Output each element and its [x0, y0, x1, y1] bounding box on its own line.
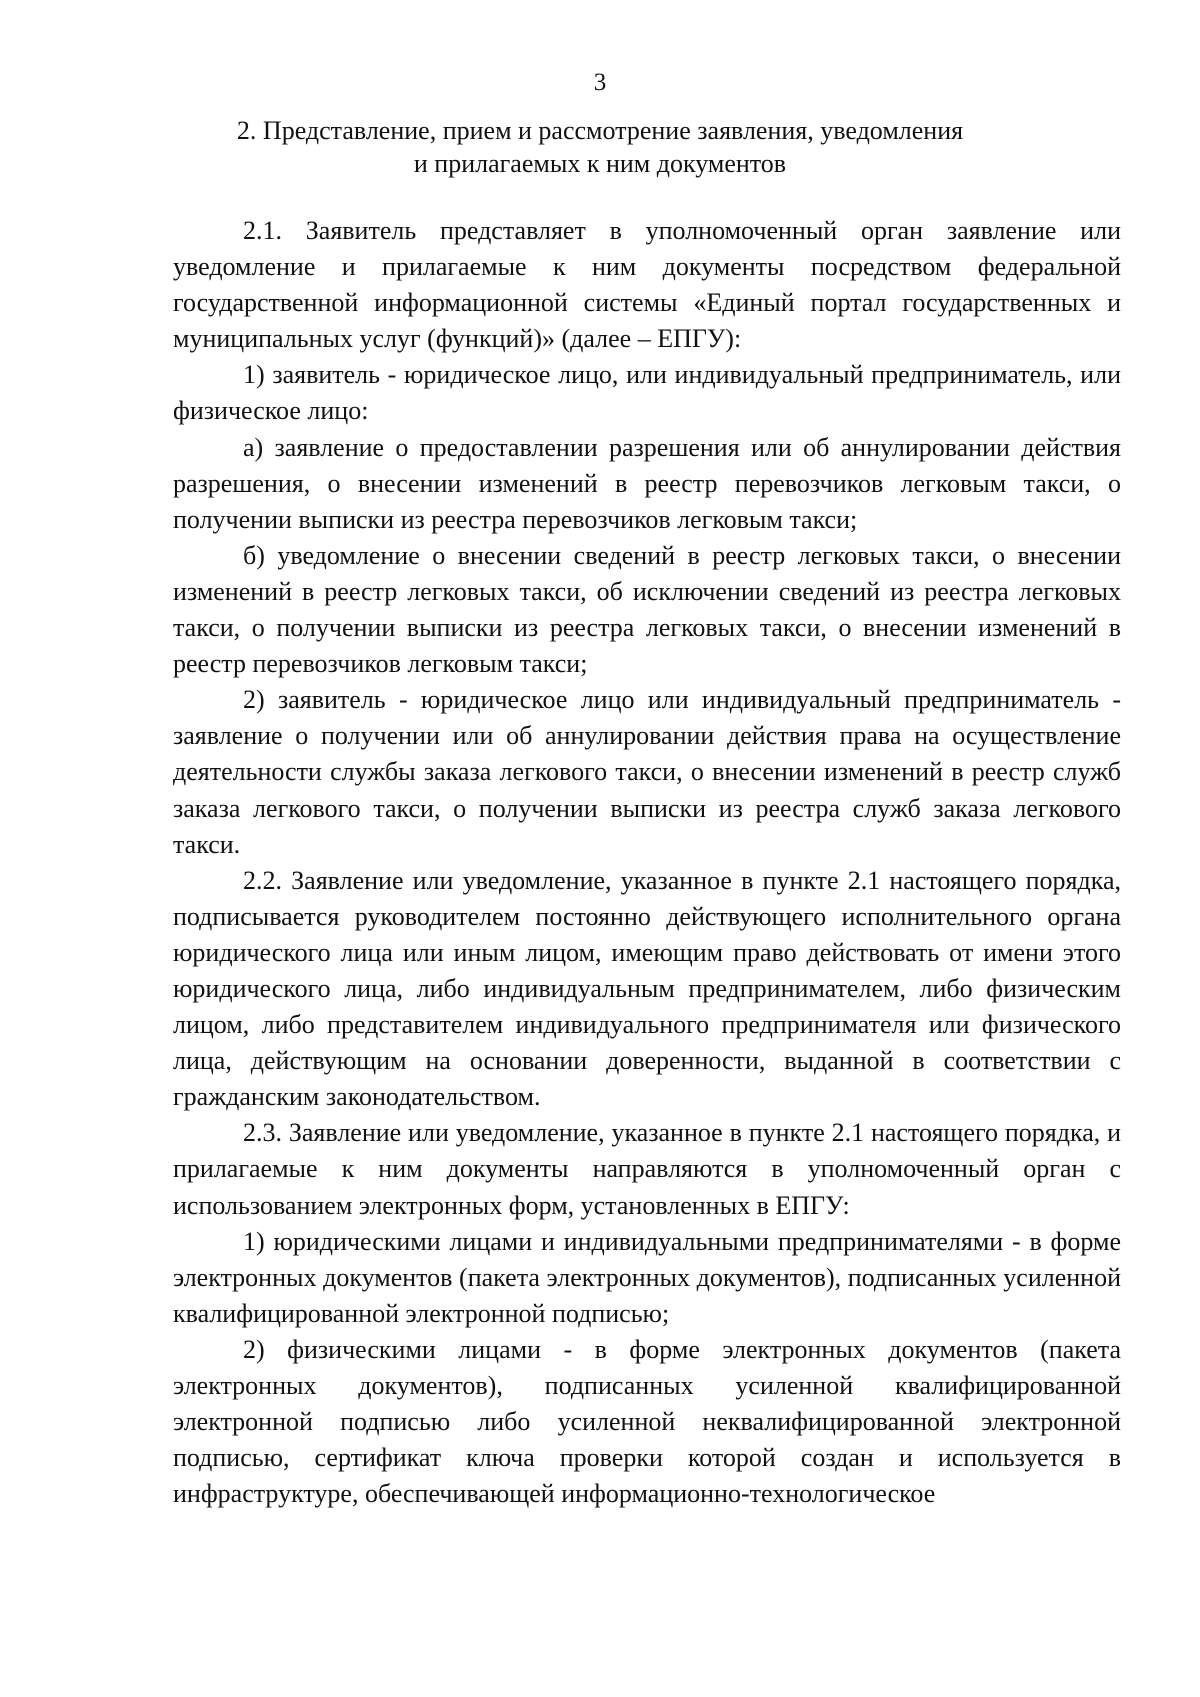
section-heading-line-1: 2. Представление, прием и рассмотрение заявления, уведомления	[236, 116, 964, 145]
paragraph-2-1-item-1-a: а) заявление о предоставлении разрешения или об аннулировании действия разрешения, о внесении изменений в реестр перевозчиков легковым такси, о получении выписки из реестра перевозчиков легковым такси;	[173, 432, 1121, 534]
paragraph-2-2: 2.2. Заявление или уведомление, указанное в пункте 2.1 настоящего порядка, подписывается руководителем постоянно действующего исполнительного органа юридического лица или иным лицом, имеющим право действовать от имени этого юридического лица, либо индивидуальным предпринимателем, либо физическим лицом, либо представителем индивидуального предпринимателя или физического лица, действующим на основании доверенности, выданной в соответствии с гражданским законодательством.	[173, 865, 1121, 1112]
paragraph-2-1: 2.1. Заявитель представляет в уполномоченный орган заявление или уведомление и прилагаемые к ним документы посредством федеральной государственной информационной системы «Единый портал государственных и муниципальных услуг (функций)» (далее – ЕПГУ):	[173, 216, 1121, 354]
document-body	[173, 213, 1121, 1512]
section-heading	[220, 114, 980, 180]
paragraph-2-3-item-2: 2) физическими лицами - в форме электронных документов (пакета электронных документов), подписанных усиленной квалифицированной электронной подписью либо усиленной неквалифицированной электронной подписью, сертификат ключа проверки которой создан и используется в инфраструктуре, обеспечивающей информационно-технологическое	[173, 1334, 1121, 1509]
paragraph-2-3: 2.3. Заявление или уведомление, указанное в пункте 2.1 настоящего порядка, и прилагаемые к ним документы направляются в уполномоченный орган с использованием электронных форм, установленных в ЕПГУ:	[173, 1118, 1121, 1220]
paragraph-2-3-item-1: 1) юридическими лицами и индивидуальными предпринимателями - в форме электронных документов (пакета электронных документов), подписанных усиленной квалифицированной электронной подписью;	[173, 1226, 1121, 1328]
paragraph-2-1-item-1-b: б) уведомление о внесении сведений в реестр легковых такси, о внесении изменений в реестр легковых такси, об исключении сведений из реестра легковых такси, о получении выписки из реестра легковых такси, о внесении изменений в реестр перевозчиков легковым такси;	[173, 540, 1121, 679]
page-number: 3	[593, 69, 607, 96]
paragraph-2-1-item-2: 2) заявитель - юридическое лицо или индивидуальный предприниматель - заявление о получении или об аннулировании действия права на осуществление деятельности службы заказа легкового такси, о внесении изменений в реестр служб заказа легкового такси, о получении выписки из реестра служб заказа легкового такси.	[173, 685, 1121, 859]
paragraph-2-1-item-1: 1) заявитель - юридическое лицо, или индивидуальный предприниматель, или физическое лицо:	[173, 360, 1121, 426]
section-heading-line-2: и прилагаемых к ним документов	[413, 149, 787, 178]
